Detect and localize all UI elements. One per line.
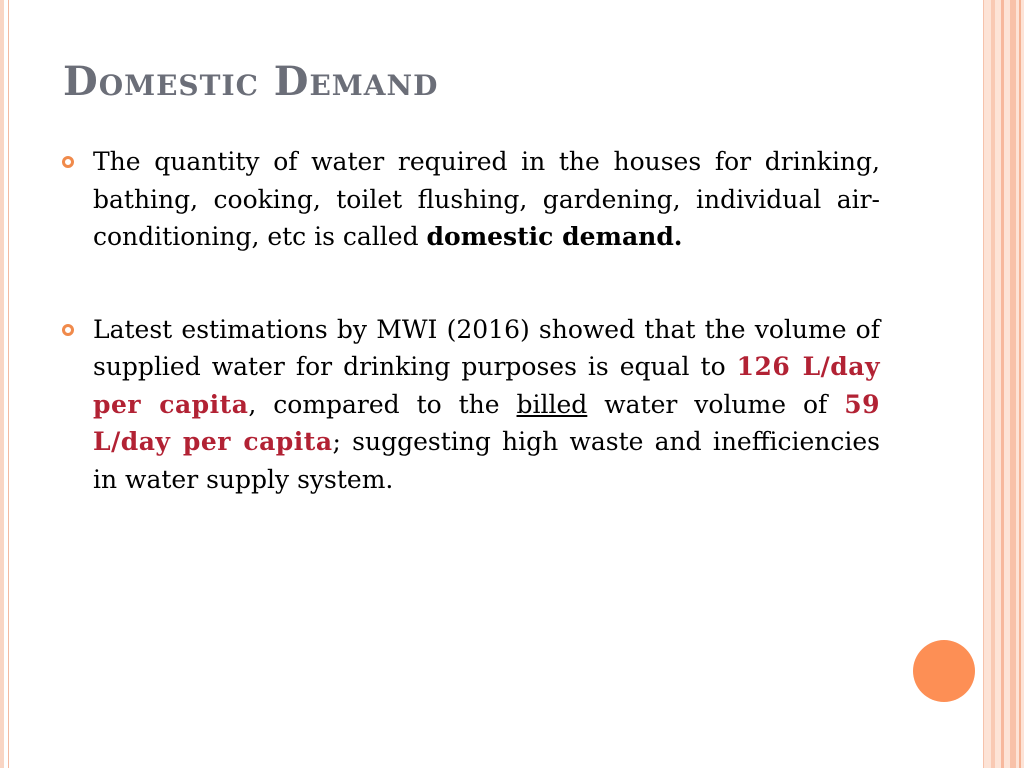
right-frame-stripe [1001, 0, 1004, 768]
ring-bullet-icon [62, 324, 74, 336]
right-frame-stripe [991, 0, 995, 768]
bullet-text: , compared to the [248, 389, 517, 419]
left-frame-line [8, 0, 9, 768]
highlight-billed-volume: 59 L/day per capita [93, 389, 880, 456]
bullet-text: The quantity of water required in the houses for drinking, bathing, cooking, toilet flushing, gardening, individual air-conditioning, etc is called [93, 147, 880, 251]
bullet-text: Latest estimations by MWI (2016) showed that the volume of supplied water for drinking purposes is equal to [93, 314, 880, 381]
right-frame-stripe [1019, 0, 1021, 768]
orange-circle-decoration [913, 640, 975, 702]
bold-term: domestic demand. [426, 222, 683, 251]
slide-title: Domestic Demand [63, 58, 439, 105]
underlined-term: billed [516, 389, 588, 419]
right-frame-stripe [1010, 0, 1016, 768]
left-frame-stripe [0, 0, 4, 768]
ring-bullet-icon [62, 156, 74, 168]
bullet-list [62, 143, 880, 498]
highlight-supplied-volume: 126 L/day per capita [93, 352, 880, 419]
right-frame-band [984, 0, 1024, 768]
bullet-text: water volume of [587, 389, 845, 419]
bullet-item-estimations [62, 311, 880, 499]
right-frame-line [983, 0, 984, 768]
bullet-item-definition [62, 143, 880, 256]
bullet-text: ; suggesting high waste and inefficiencies in water supply system. [93, 427, 880, 494]
